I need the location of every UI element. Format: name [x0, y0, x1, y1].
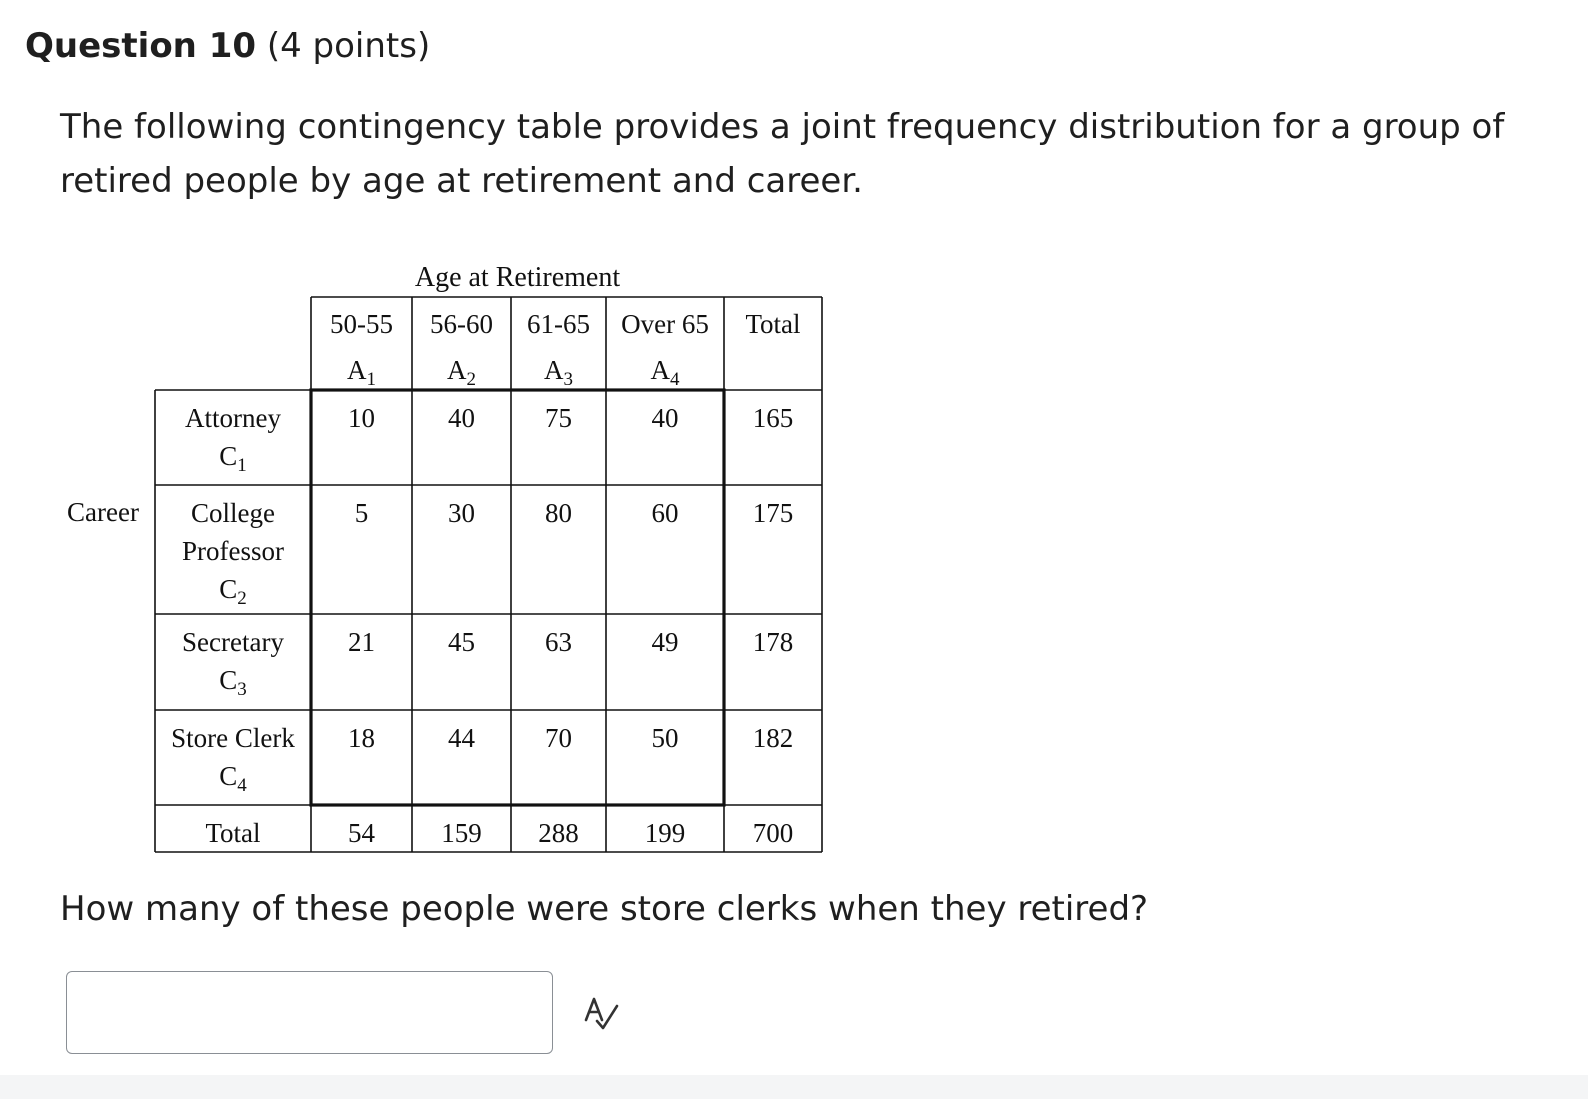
row-label: Secretary	[182, 627, 284, 657]
total-cell: 54	[348, 818, 375, 848]
question-title	[25, 22, 430, 70]
column-group-label: Age at Retirement	[414, 262, 621, 293]
table-cell: 75	[545, 403, 572, 433]
contingency-table	[0, 240, 900, 860]
table-cell: 49	[651, 627, 679, 657]
table-cell: 44	[448, 723, 475, 753]
column-code: $A_2$	[447, 355, 476, 390]
table-cell: 5	[354, 498, 369, 528]
table-cell: 40	[651, 403, 679, 433]
column-header: Total	[745, 309, 801, 339]
table-cell: 63	[545, 627, 572, 657]
column-header: 50-55	[330, 309, 393, 339]
table-cell: 165	[752, 403, 794, 433]
bottom-strip	[0, 1075, 1588, 1099]
table-cell: 70	[545, 723, 572, 753]
row-label: College	[191, 498, 275, 528]
row-label: Store Clerk	[171, 723, 295, 753]
column-code: $A_1$	[347, 355, 376, 390]
row-group-label: Career	[67, 497, 139, 527]
total-cell: 700	[752, 818, 794, 848]
total-cell: 199	[644, 818, 686, 848]
total-cell: 288	[538, 818, 579, 848]
question-number: Question 10	[25, 26, 257, 66]
table-cell: 60	[651, 498, 679, 528]
column-code: $A_3$	[544, 355, 573, 390]
column-code: $A_4$	[650, 355, 680, 390]
table-cell: 175	[752, 498, 794, 528]
total-cell: 159	[441, 818, 482, 848]
question-points: (4 points)	[266, 26, 431, 66]
row-label: Attorney	[185, 403, 281, 433]
table-cell: 10	[348, 403, 375, 433]
row-code: $C_4$	[219, 761, 247, 796]
row-label: Professor	[182, 536, 284, 566]
row-code: $C_3$	[219, 665, 247, 700]
spell-check-icon[interactable]	[582, 994, 622, 1034]
question-text: The following contingency table provides a joint frequency distribution for a group of retired people by age at retirement and career.	[60, 107, 1505, 201]
table-cell: 18	[348, 723, 375, 753]
table-cell: 40	[448, 403, 475, 433]
table-cell: 21	[348, 627, 375, 657]
column-header: 61-65	[527, 309, 590, 339]
row-code: $C_2$	[219, 574, 247, 609]
table-cell: 50	[651, 723, 679, 753]
table-cell: 30	[448, 498, 475, 528]
row-code: $C_1$	[219, 441, 247, 476]
column-header: Over 65	[621, 309, 709, 339]
table-cell: 178	[752, 627, 794, 657]
table-cell: 45	[448, 627, 475, 657]
total-row-label: Total	[205, 818, 261, 848]
question-prompt: How many of these people were store clerks when they retired?	[60, 889, 1149, 929]
column-header: 56-60	[430, 309, 493, 339]
table-cell: 182	[752, 723, 794, 753]
table-cell: 80	[545, 498, 572, 528]
answer-input[interactable]	[66, 971, 553, 1054]
